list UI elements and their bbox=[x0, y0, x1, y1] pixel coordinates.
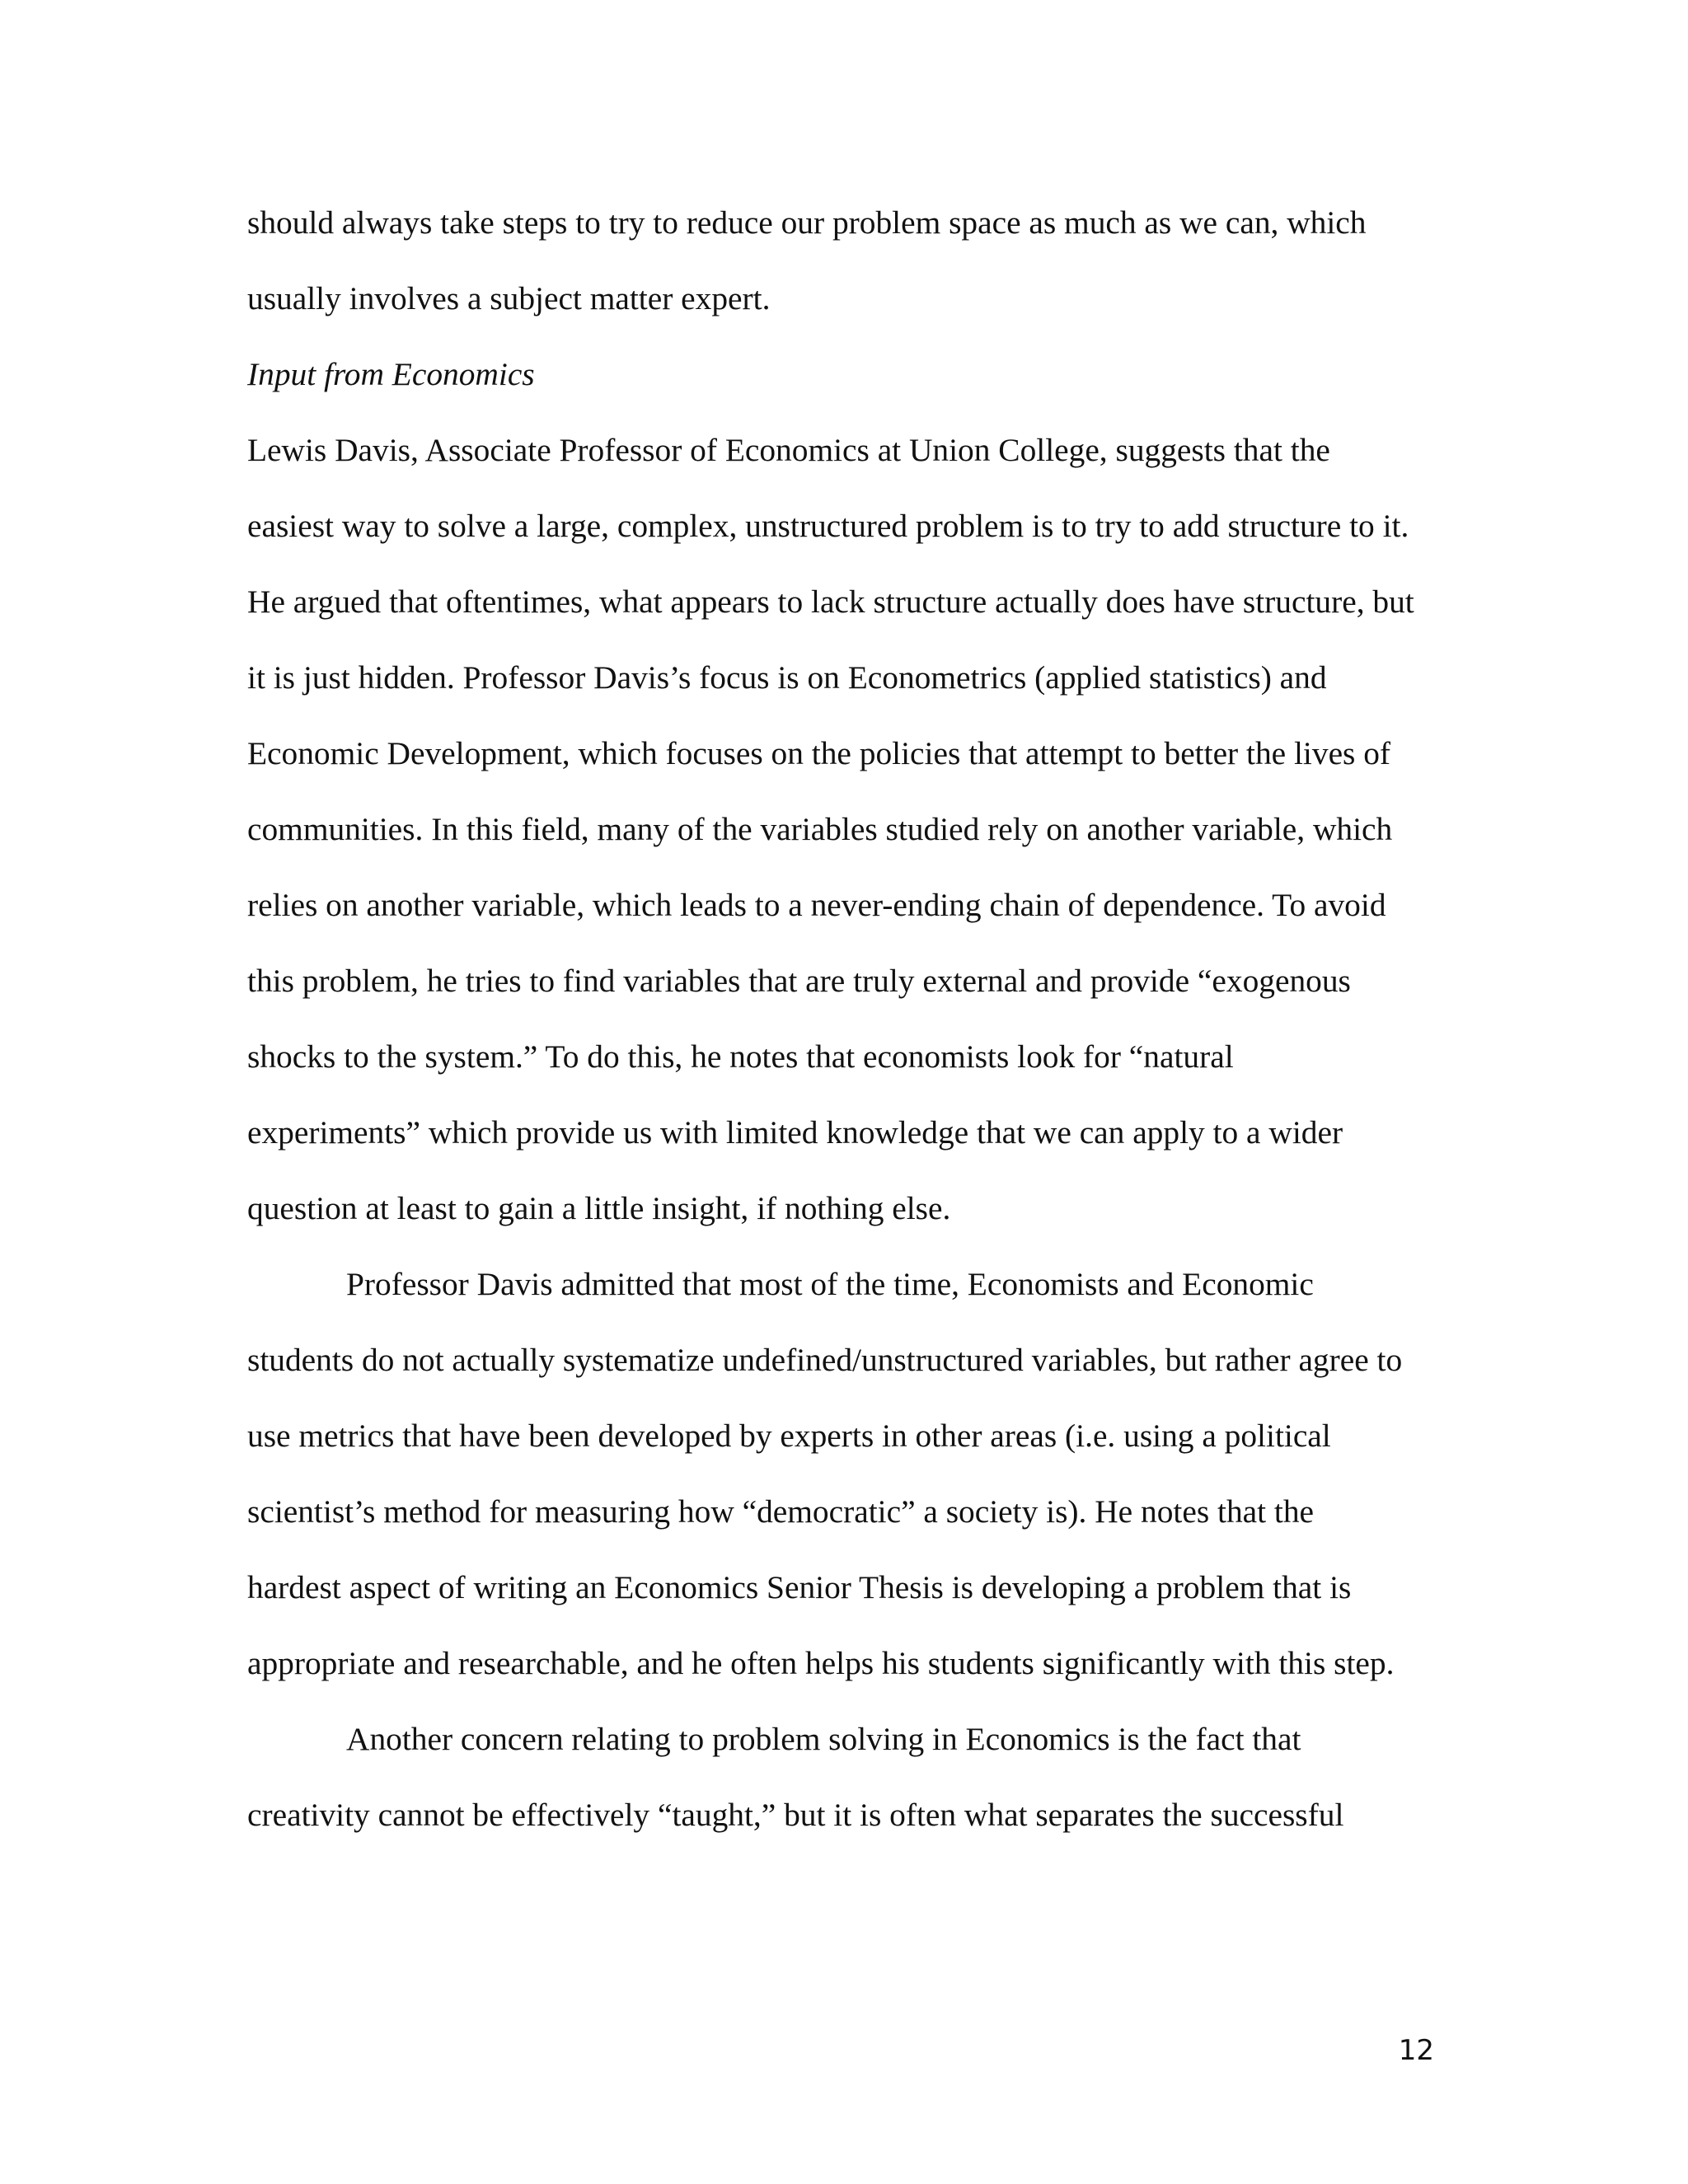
text-line: relies on another variable, which leads to a never-ending chain of dependence. To avoid bbox=[247, 887, 1386, 923]
text-line: Economic Development, which focuses on the policies that attempt to better the lives of bbox=[247, 735, 1391, 771]
page-number: 12 bbox=[1398, 2034, 1434, 2067]
text-line: hardest aspect of writing an Economics Senior Thesis is developing a problem that is bbox=[247, 1569, 1352, 1605]
text-line: scientist’s method for measuring how “democratic” a society is). He notes that the bbox=[247, 1493, 1315, 1530]
text-line: Another concern relating to problem solving in Economics is the fact that bbox=[346, 1721, 1301, 1757]
text-line: should always take steps to try to reduce our problem space as much as we can, which bbox=[247, 204, 1367, 241]
text-line: usually involves a subject matter expert. bbox=[247, 280, 771, 316]
text-line: creativity cannot be effectively “taught,” but it is often what separates the successful bbox=[247, 1797, 1344, 1833]
text-line: question at least to gain a little insight, if nothing else. bbox=[247, 1190, 951, 1226]
paragraph-davis-intro bbox=[247, 412, 1467, 1246]
paragraph-continuation bbox=[247, 185, 1467, 336]
text-line: this problem, he tries to find variables that are truly external and provide “exogenous bbox=[247, 963, 1351, 999]
paragraph-creativity bbox=[247, 1701, 1467, 1853]
text-line: students do not actually systematize undefined/unstructured variables, but rather agree to bbox=[247, 1342, 1403, 1378]
text-line: use metrics that have been developed by experts in other areas (i.e. using a political bbox=[247, 1418, 1331, 1454]
section-heading-text: Input from Economics bbox=[247, 356, 535, 392]
section-heading bbox=[247, 336, 1467, 412]
body-text bbox=[247, 185, 1467, 1853]
text-line: experiments” which provide us with limited knowledge that we can apply to a wider bbox=[247, 1114, 1343, 1151]
text-line: appropriate and researchable, and he often helps his students significantly with this step. bbox=[247, 1645, 1395, 1681]
text-line: He argued that oftentimes, what appears to lack structure actually does have structure, but bbox=[247, 583, 1414, 620]
text-line: Professor Davis admitted that most of the time, Economists and Economic bbox=[346, 1266, 1314, 1302]
text-line: easiest way to solve a large, complex, unstructured problem is to try to add structure to it. bbox=[247, 508, 1409, 544]
text-line: shocks to the system.” To do this, he notes that economists look for “natural bbox=[247, 1038, 1234, 1075]
paragraph-davis-metrics bbox=[247, 1246, 1467, 1701]
text-line: communities. In this field, many of the variables studied rely on another variable, which bbox=[247, 811, 1393, 847]
text-line: Lewis Davis, Associate Professor of Economics at Union College, suggests that the bbox=[247, 432, 1330, 468]
text-line: it is just hidden. Professor Davis’s focus is on Econometrics (applied statistics) and bbox=[247, 659, 1327, 696]
